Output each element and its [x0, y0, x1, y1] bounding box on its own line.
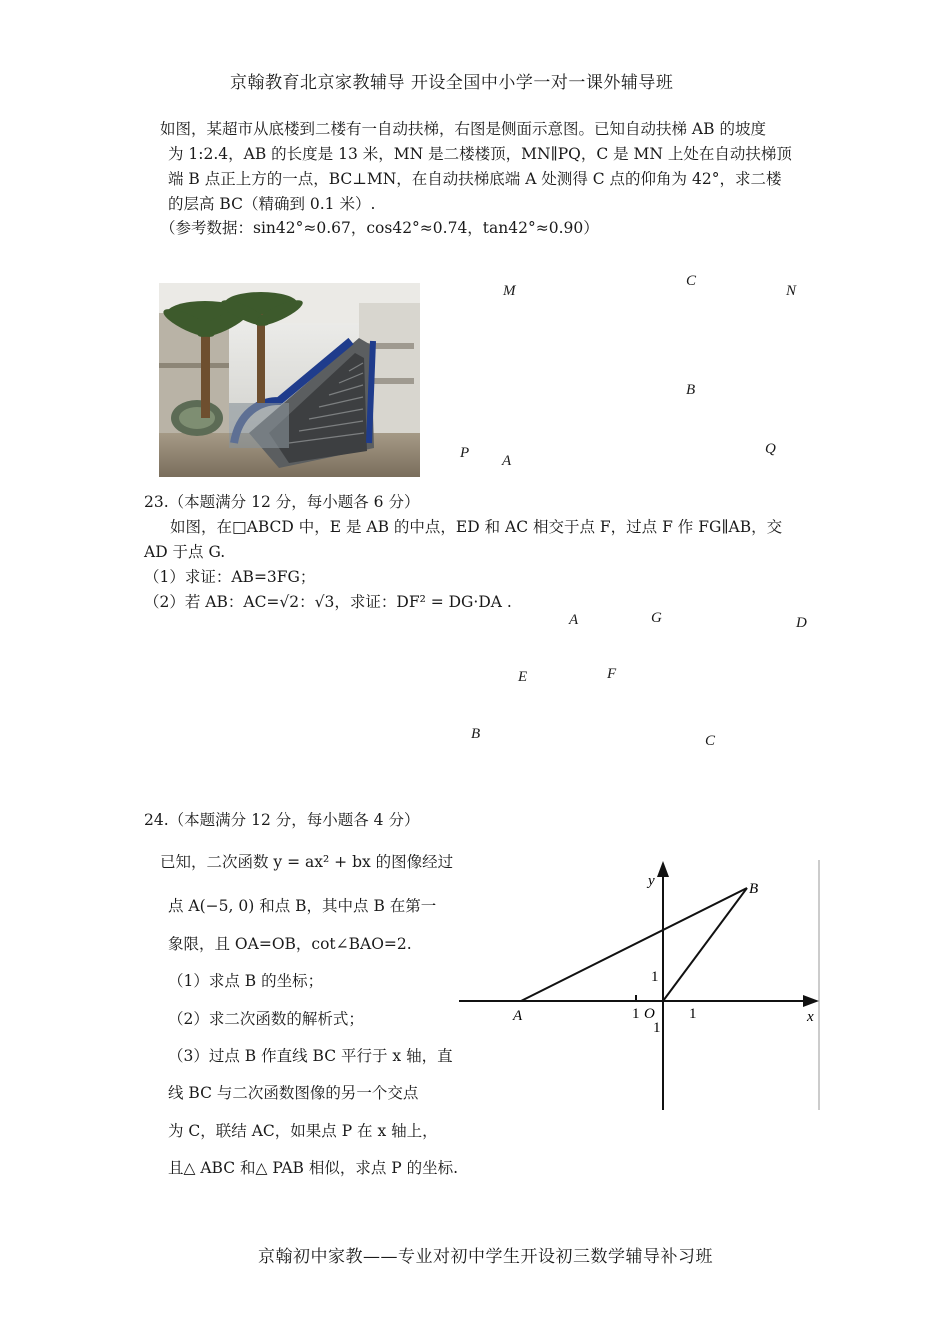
q23-part-1: （1）求证：AB=3FG； [144, 568, 316, 586]
q22-label-Q: Q [765, 441, 776, 457]
q23-label-A: A [569, 612, 579, 628]
q24-line-6: （3）过点 B 作直线 BC 平行于 x 轴，直 [168, 1047, 453, 1065]
q23-label-F: F [607, 666, 617, 682]
q22-line-1: 如图，某超市从底楼到二楼有一自动扶梯，右图是侧面示意图。已知自动扶梯 AB 的坡度 [160, 120, 766, 138]
q24-line-1: 已知，二次函数 y = ax² + bx 的图像经过 [160, 853, 454, 871]
q22-label-M: M [503, 283, 516, 299]
q23-label-G: G [651, 610, 662, 626]
graph-label-y: y [648, 873, 655, 889]
q24-title: 24.（本题满分 12 分，每小题各 4 分） [144, 811, 420, 829]
q24-line-2: 点 A(−5, 0) 和点 B，其中点 B 在第一 [168, 897, 437, 915]
graph-label-one-x: 1 [689, 1006, 697, 1022]
graph-label-one-y: 1 [651, 969, 659, 985]
segment-AB [521, 888, 747, 1001]
q23-line-2: AD 于点 G. [144, 543, 226, 561]
q22-line-3: 端 B 点正上方的一点，BC⊥MN，在自动扶梯底端 A 处测得 C 点的仰角为 42°，求二楼 [168, 170, 782, 188]
page-header: 京翰教育北京家教辅导 开设全国中小学一对一课外辅导班 [230, 73, 674, 93]
q23-line-1: 如图，在□ABCD 中，E 是 AB 的中点，ED 和 AC 相交于点 F，过点 F 作 FG∥AB，交 [170, 518, 783, 536]
q24-line-5: （2）求二次函数的解析式； [168, 1010, 364, 1028]
q23-label-C: C [705, 733, 716, 749]
segment-OB [663, 888, 747, 1001]
x-axis-arrow [803, 995, 819, 1007]
graph-label-A: A [513, 1008, 523, 1024]
q23-label-B: B [471, 726, 481, 742]
q23-title: 23.（本题满分 12 分，每小题各 6 分） [144, 493, 420, 511]
q22-label-C: C [686, 273, 697, 289]
graph-label-one-neg-y: 1 [653, 1020, 661, 1036]
graph-label-x: x [807, 1009, 814, 1025]
q24-line-7: 线 BC 与二次函数图像的另一个交点 [168, 1084, 419, 1102]
graph-label-B: B [749, 881, 759, 897]
graph-label-O: O [644, 1006, 655, 1022]
graph-label-one-neg-x: 1 [632, 1006, 640, 1022]
q23-label-E: E [518, 669, 528, 685]
q23-label-D: D [796, 615, 807, 631]
q24-line-3: 象限，且 OA=OB，cot∠BAO=2. [168, 935, 412, 953]
q24-line-4: （1）求点 B 的坐标； [168, 972, 324, 990]
q22-label-P: P [460, 445, 470, 461]
y-axis-arrow [657, 861, 669, 877]
q22-label-A: A [502, 453, 512, 469]
q22-line-4: 的层高 BC（精确到 0.1 米）. [168, 195, 376, 213]
q24-line-8: 为 C，联结 AC，如果点 P 在 x 轴上， [168, 1122, 438, 1140]
page-footer: 京翰初中家教——专业对初中学生开设初三数学辅导补习班 [258, 1247, 713, 1267]
q24-line-9: 且△ ABC 和△ PAB 相似，求点 P 的坐标. [168, 1159, 459, 1177]
q22-label-N: N [786, 283, 797, 299]
q22-label-B: B [686, 382, 696, 398]
q24-coordinate-graph [455, 855, 825, 1115]
q22-line-2: 为 1:2.4，AB 的长度是 13 米，MN 是二楼楼顶，MN∥PQ，C 是 MN 上处在自动扶梯顶 [168, 145, 792, 163]
escalator-photo [159, 283, 420, 477]
q22-reference-data: （参考数据：sin42°≈0.67，cos42°≈0.74，tan42°≈0.90） [160, 219, 599, 237]
q23-part-2: （2）若 AB：AC=√2：√3，求证：DF² = DG·DA . [144, 593, 512, 611]
